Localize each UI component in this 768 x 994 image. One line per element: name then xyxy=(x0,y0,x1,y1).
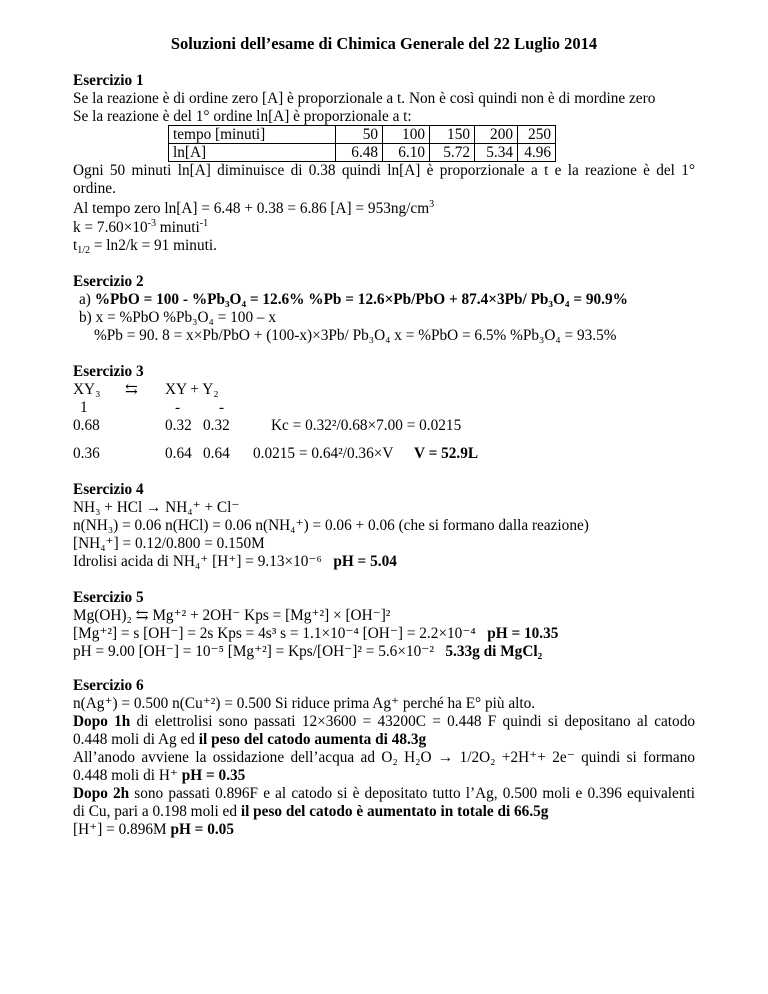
ex6-line3: 0.448 moli di Ag ed il peso del catodo aumenta di 48.3g xyxy=(73,731,427,748)
ex1-line1: Se la reazione è di ordine zero [A] è proporzionale a t. Non è così quindi non è di mordine zero xyxy=(73,90,656,107)
ex4-line3: [NH₄⁺] = 0.12/0.800 = 0.150M xyxy=(73,535,265,552)
ex3-result: V = 52.9L xyxy=(414,445,479,462)
ex1-line3: Ogni 50 minuti ln[A] diminuisce di 0.38 quindi ln[A] è proporzionale a t e la reazione è del 1° xyxy=(73,162,695,179)
table-cell: 100 xyxy=(383,126,430,144)
ex5-line1: Mg(OH)₂ ⇆ Mg⁺² + 2OH⁻ Kps = [Mg⁺²] × [OH⁻]² xyxy=(73,607,391,624)
ex1-line2: Se la reazione è del 1° ordine ln[A] è proporzionale a t: xyxy=(73,108,412,125)
table-cell: 50 xyxy=(336,126,383,144)
ex4-heading: Esercizio 4 xyxy=(73,481,144,498)
ex1-heading: Esercizio 1 xyxy=(73,72,144,89)
table-cell: 250 xyxy=(518,126,556,144)
ex2-line-a: a) %PbO = 100 - %Pb₃O₄ = 12.6% %Pb = 12.6×Pb/PbO + 87.4×3Pb/ Pb₃O₄ = 90.9% xyxy=(79,291,628,308)
ex3-equation: 0.0215 = 0.64²/0.36×V xyxy=(253,445,394,462)
ex4-line2: n(NH₃) = 0.06 n(HCl) = 0.06 n(NH₄⁺) = 0.06 + 0.06 (che si formano dalla reazione) xyxy=(73,517,589,534)
table-cell: 5.72 xyxy=(430,144,475,162)
data-table xyxy=(168,125,556,162)
table-row-header: tempo [minuti] xyxy=(169,126,336,144)
ex3-cell: 1 xyxy=(80,399,88,416)
ex2-heading: Esercizio 2 xyxy=(73,273,144,290)
ex3-cell: - xyxy=(219,399,225,416)
ex6-heading: Esercizio 6 xyxy=(73,677,144,694)
ex4-line1: NH₃ + HCl → NH₄⁺ + Cl⁻ xyxy=(73,499,240,516)
ex3-heading: Esercizio 3 xyxy=(73,363,144,380)
ex3-cell: 0.64 xyxy=(165,445,192,462)
table-cell: 6.48 xyxy=(336,144,383,162)
ex6-line6: Dopo 2h sono passati 0.896F e al catodo si è depositato tutto l’Ag, 0.500 moli e 0.396 equivalenti xyxy=(73,785,695,802)
table-row xyxy=(169,126,556,144)
ex1-line5: Al tempo zero ln[A] = 6.48 + 0.38 = 6.86 $[A] = 953ng/cm^3$ xyxy=(73,199,435,217)
ex3-products: XY + Y₂ xyxy=(165,381,219,398)
ex3-cell: 0.36 xyxy=(73,445,100,462)
equilibrium-arrow-icon: ⇆ xyxy=(125,381,138,398)
table-cell: 150 xyxy=(430,126,475,144)
ex6-line4: All’anodo avviene la ossidazione dell’acqua ad O₂ H₂O → 1/2O₂ +2H⁺+ 2e⁻ quindi si formano xyxy=(73,749,695,766)
ex6-line1: n(Ag⁺) = 0.500 n(Cu⁺²) = 0.500 Si riduce prima Ag⁺ perché ha E° più alto. xyxy=(73,695,536,712)
ex6-line2: Dopo 1h di elettrolisi sono passati 12×3600 = 43200C = 0.448 F quindi si depositano al catodo xyxy=(73,713,695,730)
table-cell: 4.96 xyxy=(518,144,556,162)
ex6-line8: [H⁺] = 0.896M pH = 0.05 xyxy=(73,821,234,838)
ex1-line4: ordine. xyxy=(73,180,116,197)
ex3-kc: Kc = 0.32²/0.68×7.00 = 0.0215 xyxy=(271,417,462,434)
ex3-reactant: XY₃ xyxy=(73,381,101,398)
ex6-line5: 0.448 moli di H⁺ pH = 0.35 xyxy=(73,767,246,784)
ex1-line7: $t_{1/2} = \ln 2/k = 91$ minuti. xyxy=(73,237,217,256)
ex5-heading: Esercizio 5 xyxy=(73,589,144,606)
ex3-cell: 0.32 xyxy=(165,417,192,434)
table-cell: 6.10 xyxy=(383,144,430,162)
ex3-cell: 0.68 xyxy=(73,417,100,434)
ex4-line4: Idrolisi acida di NH₄⁺ [H⁺] = 9.13×10⁻⁶ pH = 5.04 xyxy=(73,553,397,570)
table-cell: 200 xyxy=(475,126,518,144)
ex5-line3: pH = 9.00 [OH⁻] = 10⁻⁵ [Mg⁺²] = Kps/[OH⁻]² = 5.6×10⁻² 5.33g di MgCl₂ xyxy=(73,643,543,660)
table-row-header: ln[A] xyxy=(169,144,336,162)
ex2-line-b: b) x = %PbO %Pb₃O₄ = 100 – x xyxy=(79,309,277,326)
ex3-cell: 0.64 xyxy=(203,445,230,462)
ex2-line-c: %Pb = 90. 8 = x×Pb/PbO + (100-x)×3Pb/ Pb₃O₄ x = %PbO = 6.5% %Pb₃O₄ = 93.5% xyxy=(94,327,617,344)
ex3-cell: 0.32 xyxy=(203,417,230,434)
table-cell: 5.34 xyxy=(475,144,518,162)
ex6-line7: di Cu, pari a 0.198 moli ed il peso del catodo è aumentato in totale di 66.5g xyxy=(73,803,549,820)
page-title: Soluzioni dell’esame di Chimica Generale del 22 Luglio 2014 xyxy=(170,34,598,53)
ex3-cell: - xyxy=(175,399,181,416)
ex5-line2: [Mg⁺²] = s [OH⁻] = 2s Kps = 4s³ s = 1.1×10⁻⁴ [OH⁻] = 2.2×10⁻⁴ pH = 10.35 xyxy=(73,625,559,642)
ex1-line6: $k = 7.60\times 10^{-3}$ minuti$^{-1}$ xyxy=(73,218,209,236)
table-row xyxy=(169,144,556,162)
